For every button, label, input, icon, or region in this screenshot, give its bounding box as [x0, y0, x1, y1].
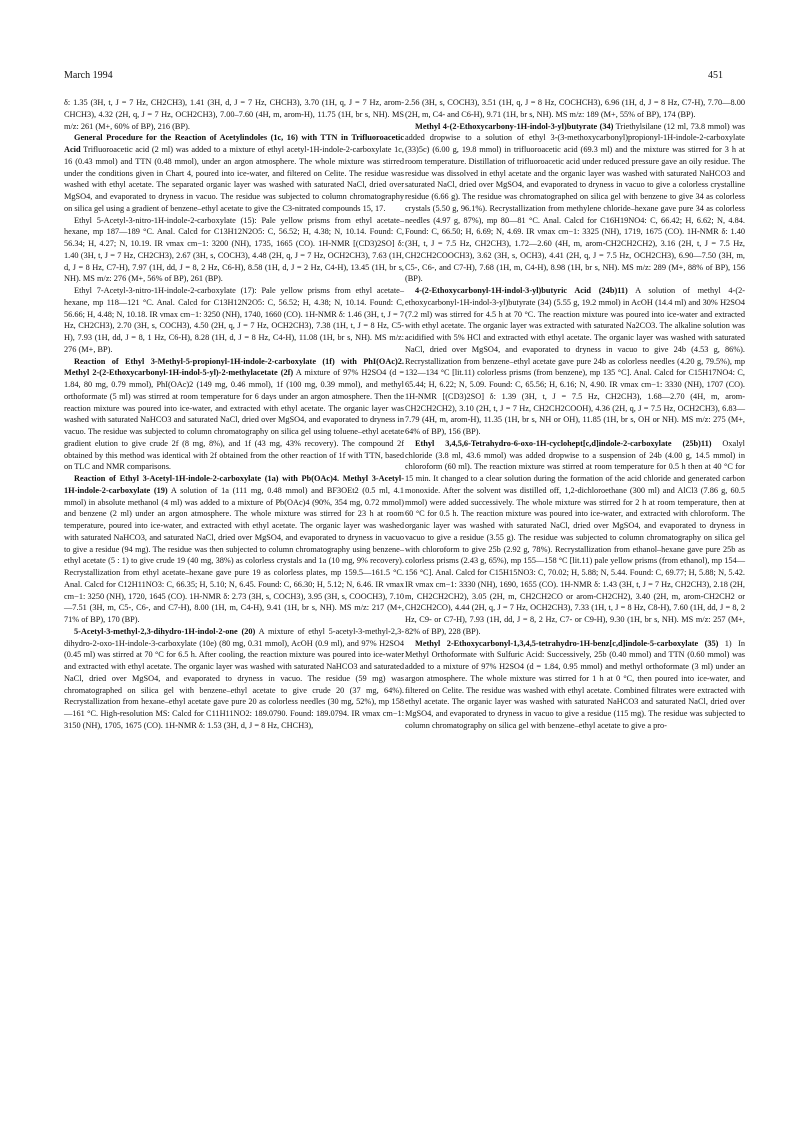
- paragraph: Methyl 4-(2-Ethoxycarbony-1H-indol-3-yl)butyrate (34) Triethylsilane (12 ml, 73.8 mmol) was added dropwise to a solution of ethyl 3-(3-methoxycarbonyl)propionyl-1H-indole-2-carboxylate (33)5c) (6.00 g, 19.8 mmol) in trifluoroacetic acid (69.3 ml) and the mixture was stirred for 3 h at room temperature. Distillation of trifluoroacetic acid under reduced pressure gave an oily residue. The residue was dissolved in ethyl acetate and the organic layer was washed with saturated NaHCO3 and saturated NaCl, dried over MgSO4, and evaporated to dryness in vacuo to give a colorless crystalline residue (6.66 g). The residue was chromatographed on silica gel with benzene to give 34 as colorless crystals (5.50 g, 96.1%). Recrystallization from methylene chloride–hexane gave pure 34 as colorless needles (4.97 g, 87%), mp 80—81 °C. Anal. Calcd for C16H19NO4: C, 66.42; H, 6.62; N, 4.84. Found: C, 66.50; H, 6.69; N, 4.69. IR νmax cm−1: 3325 (NH), 1719, 1675 (CO). 1H-NMR δ: 1.40 (3H, t, J = 7.5 Hz, CH2CH3), 1.72—2.60 (4H, m, arom-CH2CH2CH2), 3.16 (2H, t, J = 7.5 Hz, CH2CH2COOCH3), 3.62 (3H, s, OCH3), 4.41 (2H, q, J = 7.5 Hz, OCH2CH3), 6.90—7.50 (3H, m, C5-, C6-, and C7-H), 7.68 (1H, m, C4-H), 8.98 (1H, br s, NH). MS m/z: 289 (M+, 88% of BP), 156 (BP).: [405, 121, 745, 284]
- paragraph: 4-(2-Ethoxycarbonyl-1H-indol-3-yl)butyric Acid (24b)11) A solution of methyl 4-(2-ethoxycarbonyl-1H-indol-3-yl)butyrate (34) (5.55 g, 19.2 mmol) in AcOH (14.4 ml) and 30% H2SO4 (7.2 ml) was stirred for 4.5 h at 70 °C. The reaction mixture was poured into ice-water and extracted with ethyl acetate. The organic layer was extracted with saturated Na2CO3. The alkaline solution was acidified with 5% HCl and extracted with ethyl acetate. The organic layer was washed with saturated NaCl, dried over MgSO4, and evaporated to dryness in vacuo to give 24b (4.53 g, 86%). Recrystallization from benzene–ethyl acetate gave pure 24b as colorless needles (4.20 g, 79.5%), mp 132—134 °C [lit.11) colorless prisms (from benzene), mp 135 °C]. Anal. Calcd for C15H17NO4: C, 65.44; H, 6.22; N, 5.09. Found: C, 65.56; H, 6.16; N, 4.90. IR νmax cm−1: 3330 (NH), 1707 (CO). 1H-NMR [(CD3)2SO] δ: 1.39 (3H, t, J = 7.5 Hz, CH2CH3), 1.68—2.70 (4H, m, arom-CH2CH2CH2), 3.10 (2H, t, J = 7 Hz, CH2CH2COOH), 4.36 (2H, q, J = 7.5 Hz, OCH2CH3), 6.83—7.79 (4H, m, arom-H), 11.35 (1H, br s, NH or OH), 11.85 (1H, br s, OH or NH). MS m/z: 275 (M+, 64% of BP), 156 (BP).: [405, 286, 745, 436]
- paragraph: General Procedure for the Reaction of Acetylindoles (1c, 16) with TTN in Trifluoroacetic Acid Trifluoroacetic acid (2 ml) was added to a mixture of ethyl acetyl-1H-indole-2-carboxylate 1c, 16 (0.43 mmol) and TTN (0.48 mmol), under an argon atmosphere. The whole mixture was stirred under the conditions given in Chart 4, poured into ice-water, and filtered on Celite. The residue was washed with ethyl acetate. The separated organic layer was washed with saturated NaCl, dried over MgSO4, and evaporated to dryness in vacuo. The residue was subjected to column chromatography on silica gel using a gradient of benzene–ethyl acetate to give the C3-nitrated compounds 15, 17.: [64, 133, 404, 213]
- right-column: [405, 97, 745, 732]
- paragraph: δ: 1.35 (3H, t, J = 7 Hz, CH2CH3), 1.41 (3H, d, J = 7 Hz, CHCH3), 3.70 (1H, q, J = 7 Hz, arom-CHCH3), 4.32 (2H, q, J = 7 Hz, OCH2CH3), 7.00–7.60 (4H, m, arom-H), 11.75 (1H, br s, NH). MS m/z: 261 (M+, 60% of BP), 216 (BP).: [64, 98, 404, 131]
- paragraph: Ethyl 7-Acetyl-3-nitro-1H-indole-2-carboxylate (17): Pale yellow prisms from ethyl acetate–hexane, mp 118—121 °C. Anal. Calcd for C13H12N2O5: C, 56.52; H, 4.38; N, 10.14. Found: C, 56.66; H, 4.48; N, 10.18. IR νmax cm−1: 3250 (NH), 1740, 1660 (CO). 1H-NMR δ: 1.46 (3H, t, J = 7 Hz, CH2CH3), 2.70 (3H, s, COCH3), 4.50 (2H, q, J = 7 Hz, OCH2CH3), 7.38 (1H, t, J = 8 Hz, C5-H), 7.93 (1H, dd, J = 8, 1 Hz, C6-H), 8.28 (1H, d, J = 8 Hz, C4-H), 11.08 (1H, br s, NH). MS m/z: 276 (M+, BP).: [64, 286, 404, 354]
- paragraph: Reaction of Ethyl 3-Methyl-5-propionyl-1H-indole-2-carboxylate (1f) with PhI(OAc)2. Methyl 2-(2-Ethoxycarbonyl-1H-indol-5-yl)-2-methylacetate (2f) A mixture of 97% H2SO4 (d = 1.84, 80 mg, 0.79 mmol), PhI(OAc)2 (149 mg, 0.46 mmol), 1f (100 mg, 0.39 mmol), and methyl orthoformate (5 ml) was stirred at room temperature for 6 days under an argon atmosphere. Then the reaction mixture was poured into ice-water, and extracted with ethyl acetate. The organic layer was washed with saturated NaHCO3 and saturated NaCl, dried over MgSO4, and evaporated to dryness in vacuo. The residue was subjected to column chromatography on silica gel using toluene–ethyl acetate gradient elution to give crude 2f (8 mg, 8%), and 1f (43 mg, 43% recovery). The compound 2f obtained by this method was identical with 2f obtained from the other reaction of 1f with TTN, based on TLC and NMR comparisons.: [64, 356, 404, 472]
- paragraph: 2.56 (3H, s, COCH3), 3.51 (1H, q, J = 8 Hz, COCHCH3), 6.96 (1H, d, J = 8 Hz, C7-H), 7.70—8.00 (2H, m, C4- and C6-H), 9.71 (1H, br s, NH). MS m/z: 189 (M+, 55% of BP), 174 (BP).: [405, 98, 745, 119]
- paragraph: Methyl 2-Ethoxycarbonyl-1,3,4,5-tetrahydro-1H-benz[c,d]indole-5-carboxylate (35) 1) In Methyl Orthoformate with Sulfuric Acid: Successively, 25b (0.40 mmol) and TTN (0.60 mmol) was added to a mixture of 97% H2SO4 (d = 1.84, 0.95 mmol) and methyl orthoformate (3 ml) under an argon atmosphere. The whole mixture was stirred for 1 h at 0 °C, then poured into ice-water, and filtered on Celite. The residue was washed with ethyl acetate. Combined filtrates were extracted with ethyl acetate. The organic layer was washed with saturated NaHCO3 and saturated NaCl, dried over MgSO4, and evaporated to dryness in vacuo to give a residue (115 mg). The residue was subjected to column chromatography on silica gel with benzene–ethyl acetate to give a pro-: [405, 638, 745, 730]
- paragraph: Reaction of Ethyl 3-Acetyl-1H-indole-2-carboxylate (1a) with Pb(OAc)4. Methyl 3-Acetyl-1H-indole-2-carboxylate (19) A solution of 1a (111 mg, 0.48 mmol) and BF3OEt2 (0.5 ml, 4.1 mmol) in absolute methanol (4 ml) was added to a mixture of Pb(OAc)4 (90%, 354 mg, 0.72 mmol) and benzene (2 ml) under an argon atmosphere. The whole mixture was stirred for 23 h at room temperature, poured into ice-water, and extracted with ethyl acetate. The organic layer was washed with saturated NaHCO3, and saturated NaCl, dried over MgSO4, and evaporated to dryness in vacuo to give a residue (94 mg). The residue was then subjected to column chromatography using benzene–ethyl acetate (5 : 1) to give crude 19 (40 mg, 38%) as colorless crystals and 1a (10 mg, 9% recovery). Recrystallization from ethyl acetate–hexane gave pure 19 as colorless plates, mp 159.5—161.5 °C. Anal. Calcd for C12H11NO3: C, 66.35; H, 5.10; N, 6.45. Found: C, 66.30; H, 5.12; N, 6.46. IR νmax cm−1: 3250 (NH), 1720, 1645 (CO). 1H-NMR δ: 2.73 (3H, s, COCH3), 3.95 (3H, s, COOCH3), 7.10—7.51 (3H, m, C5-, C6-, and C7-H), 8.00 (1H, m, C4-H), 9.41 (1H, br s, NH). MS m/z: 217 (M+, 71% of BP), 170 (BP).: [64, 474, 404, 624]
- paragraph: 5-Acetyl-3-methyl-2,3-dihydro-1H-indol-2-one (20) A mixture of ethyl 5-acetyl-3-methyl-2,3-dihydro-2-oxo-1H-indole-3-carboxylate (10e) (80 mg, 0.31 mmol), AcOH (0.9 ml), and 97% H2SO4 (0.45 ml) was stirred at 70 °C for 6.5 h. After cooling, the reaction mixture was poured into ice-water and extracted with ethyl acetate. The organic layer was washed with saturated NaHCO3 and saturated NaCl, dried over MgSO4, and evaporated to dryness in vacuo. The residue (59 mg) was chromatographed on silica gel with benzene–ethyl acetate to give crude 20 (37 mg, 64%). Recrystallization from hexane–ethyl acetate gave pure 20 as colorless needles (30 mg, 52%), mp 158—161 °C. High-resolution MS: Calcd for C11H11NO2: 189.0790. Found: 189.0794. IR νmax cm−1: 3150 (NH), 1705, 1675 (CO). 1H-NMR δ: 1.53 (3H, d, J = 8 Hz, CHCH3),: [64, 626, 404, 730]
- paragraph: Ethyl 5-Acetyl-3-nitro-1H-indole-2-carboxylate (15): Pale yellow prisms from ethyl acetate–hexane, mp 187—189 °C. Anal. Calcd for C13H12N2O5: C, 56.52; H, 4.38; N, 10.14. Found: C, 56.34; H, 4.27; N, 10.19. IR νmax cm−1: 3200 (NH), 1735, 1665 (CO). 1H-NMR [(CD3)2SO] δ: 1.40 (3H, t, J = 7 Hz, CH2CH3), 2.67 (3H, s, COCH3), 4.48 (2H, q, J = 7 Hz, OCH2CH3), 7.63 (1H, d, J = 8 Hz, C7-H), 7.97 (1H, dd, J = 8, 2 Hz, C6-H), 8.58 (1H, d, J = 2 Hz, C4-H), 13.45 (1H, br s, NH). MS m/z: 276 (M+, 56% of BP), 261 (BP).: [64, 215, 404, 284]
- left-column: [64, 97, 404, 732]
- issue-date: March 1994: [64, 70, 113, 81]
- page-number: 451: [708, 70, 723, 81]
- paragraph: Ethyl 3,4,5,6-Tetrahydro-6-oxo-1H-cyclohept[c,d]indole-2-carboxylate (25b)11) Oxalyl chloride (3.8 ml, 43.6 mmol) was added dropwise to a suspension of 24b (4.00 g, 14.5 mmol) in chloroform (60 ml). The reaction mixture was stirred at room temperature for 0.5 h then at 40 °C for 15 min. It changed to a clear solution during the formation of the acid chloride and generated carbon monoxide. After the solvent was distilled off, 1,2-dichloroethane (300 ml) and AlCl3 (7.86 g, 60.5 mmol) were added successively. The whole mixture was stirred for 2 h at room temperature, then at 60 °C for 0.5 h. The reaction mixture was poured into ice-water, and extracted with chloroform. The organic layer was washed with saturated NaCl, dried over MgSO4, and evaporated to dryness in vacuo to give a residue (3.55 g). The residue was subjected to column chromatography on silica gel with chloroform to give 25b (2.92 g, 78%). Recrystallization from ethanol–hexane gave pure 25b as colorless prisms (2.43 g, 65%), mp 155—158 °C [lit.11) pale yellow prisms (from ethanol), mp 154—156 °C]. Anal. Calcd for C15H15NO3: C, 70.02; H, 5.88; N, 5.44. Found: C, 69.77; H, 5.88; N, 5.42. IR νmax cm−1: 3330 (NH), 1690, 1655 (CO). 1H-NMR δ: 1.43 (3H, t, J = 7 Hz, CH2CH3), 2.18 (2H, m, CH2CH2CH2), 3.05 (2H, m, CH2CH2CO or arom-CH2CH2), 3.40 (2H, m, arom-CH2CH2 or CH2CH2CO), 4.44 (2H, q, J = 7 Hz, OCH2CH3), 7.33 (1H, t, J = 8 Hz, C8-H), 7.60 (1H, dd, J = 8, 2 Hz, C9- or C7-H), 7.93 (1H, dd, J = 8, 2 Hz, C7- or C9-H), 9.30 (1H, br s, NH). MS m/z: 257 (M+, 82% of BP), 228 (BP).: [405, 438, 745, 636]
